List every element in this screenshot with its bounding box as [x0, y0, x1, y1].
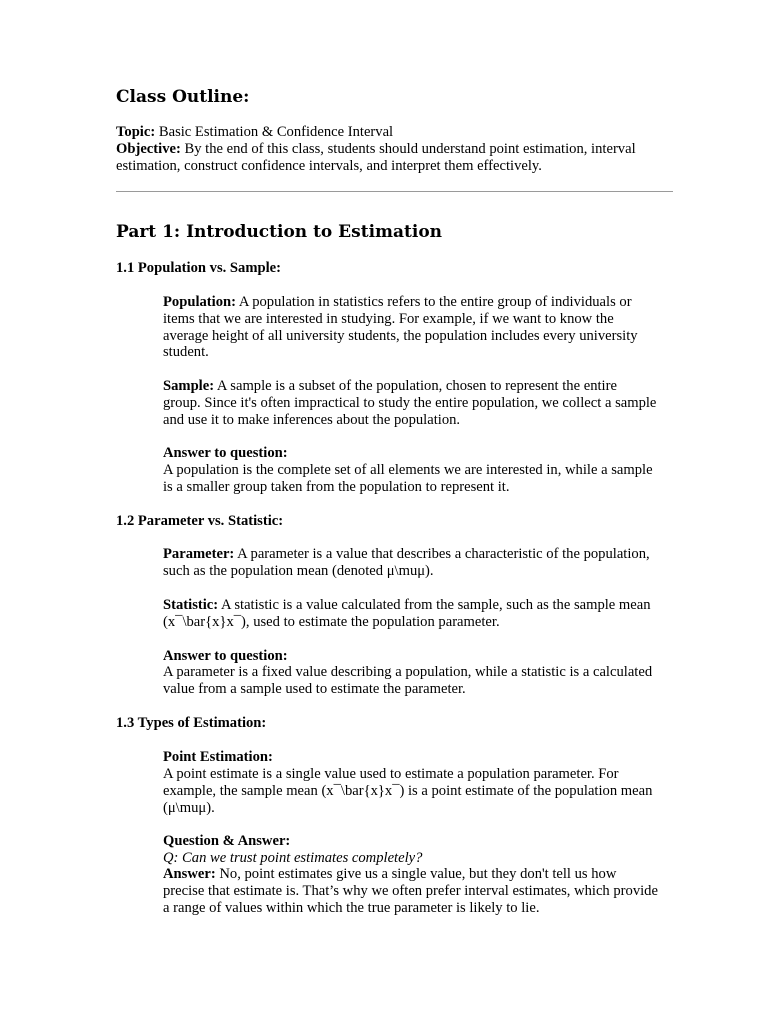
answer-text-1-3: No, point estimates give us a single value, but they don't tell us how precise that estimate is. That’s why we often prefer interval estimates, which provide a range of values within which the true parameter is likely to lie. [163, 866, 658, 916]
answer-paragraph-1-3 [163, 866, 658, 916]
objective-paragraph [116, 141, 656, 175]
class-outline-heading: Class Outline: [116, 87, 250, 107]
parameter-text: A parameter is a value that describes a characteristic of the population, such as the population mean (denoted μ\muμ). [163, 546, 650, 579]
sample-text: A sample is a subset of the population, chosen to represent the entire group. Since it's often impractical to study the entire population, we collect a sample and use it to make inferences about the population. [163, 378, 657, 428]
sample-paragraph [163, 378, 658, 428]
topic-text: Basic Estimation & Confidence Interval [158, 124, 394, 140]
topic-label: Topic: [116, 124, 156, 140]
section-1-2-heading: 1.2 Parameter vs. Statistic: [116, 513, 284, 529]
part1-heading: Part 1: Introduction to Estimation [116, 222, 443, 242]
parameter-paragraph [163, 546, 658, 580]
statistic-text: A statistic is a value calculated from the sample, such as the sample mean (x¯\bar{x}x¯), used to estimate the population parameter. [163, 597, 651, 630]
population-paragraph [163, 294, 658, 361]
statistic-label: Statistic: [163, 597, 219, 613]
statistic-paragraph [163, 597, 658, 631]
answer-label-1-3: Answer: [163, 866, 216, 882]
population-text: A population in statistics refers to the entire group of individuals or items that we are interested in studying. For example, if we want to know the average height of all university students, the population includes every university student. [163, 294, 638, 361]
question-text: Q: Can we trust point estimates completely? [163, 850, 423, 866]
topic-line [116, 124, 656, 141]
section-1-1-heading: 1.1 Population vs. Sample: [116, 260, 282, 276]
answer-label-1-1: Answer to question: [163, 445, 288, 461]
point-estimation-text: A point estimate is a single value used to estimate a population parameter. For example, the sample mean (x¯\bar{x}x¯) is a point estimate of the population mean (μ\muμ). [163, 766, 653, 816]
answer-text-1-1: A population is the complete set of all elements we are interested in, while a sample is a smaller group taken from the population to represent it. [163, 462, 653, 495]
objective-text: By the end of this class, students should understand point estimation, interval estimation, construct confidence intervals, and interpret them effectively. [116, 141, 636, 174]
objective-label: Objective: [116, 141, 181, 157]
parameter-label: Parameter: [163, 546, 235, 562]
population-label: Population: [163, 294, 236, 310]
sample-label: Sample: [163, 378, 215, 394]
answer-text-1-2: A parameter is a fixed value describing a population, while a statistic is a calculated value from a sample used to estimate the parameter. [163, 664, 653, 697]
section-1-3-heading: 1.3 Types of Estimation: [116, 715, 267, 731]
point-estimation-label: Point Estimation: [163, 749, 273, 765]
section-divider [116, 191, 673, 192]
answer-label-1-2: Answer to question: [163, 648, 288, 664]
qa-label: Question & Answer: [163, 833, 291, 849]
